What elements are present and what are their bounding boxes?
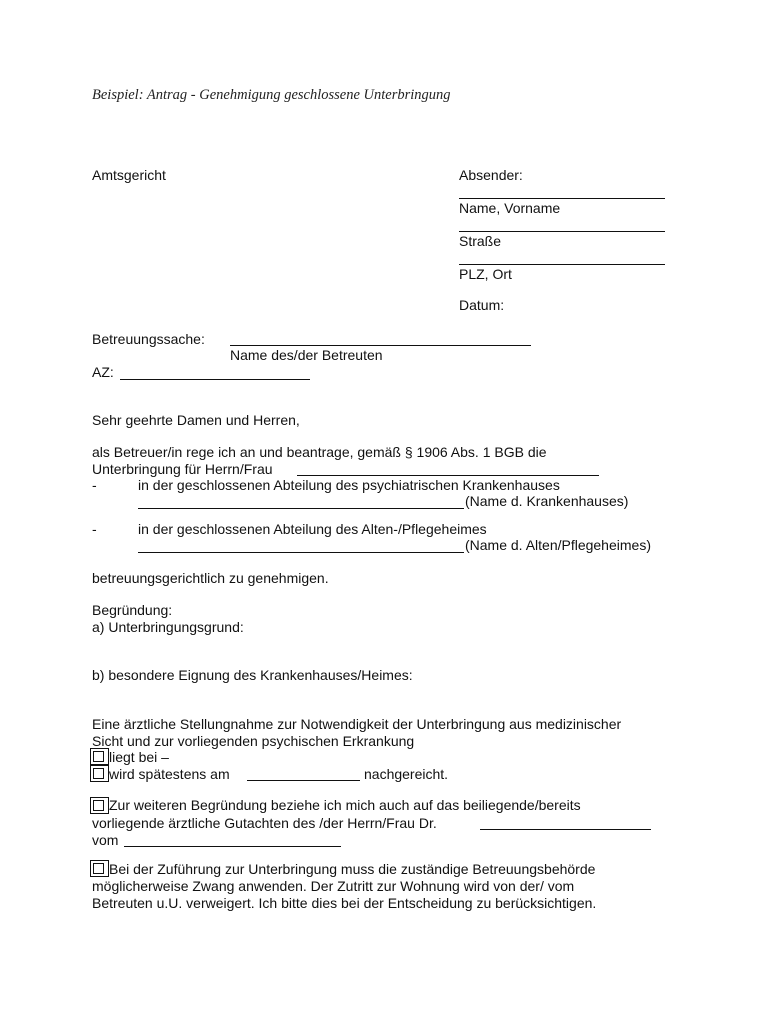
document-title: Beispiel: Antrag - Genehmigung geschlossene Unterbringung	[92, 87, 451, 103]
checkbox-expert-opinion[interactable]	[93, 800, 104, 811]
reason-b: b) besondere Eignung des Krankenhauses/Heimes:	[92, 667, 413, 683]
reasons-heading: Begründung:	[92, 602, 173, 618]
option2-caption: (Name d. Alten/Pflegeheimes)	[465, 537, 651, 553]
medical-line-2: Sicht und zur vorliegenden psychischen Erkrankung	[92, 733, 415, 749]
check-submitted-later-suffix: nachgereicht.	[364, 766, 449, 782]
body-closing: betreuungsgerichtlich zu genehmigen.	[92, 570, 329, 586]
expert-line-2: vorliegende ärztliche Gutachten des /der Herrn/Frau Dr.	[92, 815, 437, 831]
option1-text: in der geschlossenen Abteilung des psychiatrischen Krankenhauses	[138, 477, 560, 493]
checkbox-attached[interactable]	[93, 751, 104, 762]
az-label: AZ:	[92, 364, 114, 380]
sender-name-label: Name, Vorname	[459, 200, 561, 216]
person-name-line[interactable]	[297, 475, 599, 476]
force-line-3: Betreuten u.U. verweigert. Ich bitte dies bei der Entscheidung zu berücksichtigen.	[92, 895, 597, 911]
sender-street-label: Straße	[459, 233, 502, 249]
submission-date-line[interactable]	[247, 780, 360, 781]
case-name-line[interactable]	[230, 345, 531, 346]
force-line-1: Bei der Zuführung zur Unterbringung muss die zuständige Betreuungsbehörde	[109, 861, 596, 877]
sender-street-line[interactable]	[459, 231, 665, 232]
reason-a: a) Unterbringungsgrund:	[92, 619, 244, 635]
option1-dash: -	[92, 477, 97, 493]
checkbox-force[interactable]	[93, 863, 104, 874]
sender-name-line[interactable]	[459, 198, 665, 199]
sender-date-label: Datum:	[459, 297, 505, 313]
checkbox-submitted-later[interactable]	[93, 768, 104, 779]
sender-label: Absender:	[459, 167, 523, 183]
expert-date-line[interactable]	[124, 846, 341, 847]
option2-dash: -	[92, 521, 97, 537]
check-submitted-later-label: wird spätestens am	[109, 766, 230, 782]
expert-line-3: vom	[92, 832, 119, 848]
recipient: Amtsgericht	[92, 167, 166, 183]
hospital-name-line[interactable]	[138, 508, 464, 509]
doctor-name-line[interactable]	[480, 829, 651, 830]
care-home-name-line[interactable]	[138, 552, 464, 553]
sender-city-label: PLZ, Ort	[459, 266, 512, 282]
check-attached-label: liegt bei –	[109, 749, 169, 765]
option1-caption: (Name d. Krankenhauses)	[465, 493, 629, 509]
option2-text: in der geschlossenen Abteilung des Alten-/Pflegeheimes	[138, 521, 487, 537]
medical-line-1: Eine ärztliche Stellungnahme zur Notwendigkeit der Unterbringung aus medizinischer	[92, 716, 622, 732]
az-line[interactable]	[120, 379, 310, 380]
case-name-caption: Name des/der Betreuten	[230, 347, 383, 363]
body-line-2: Unterbringung für Herrn/Frau	[92, 461, 273, 477]
body-line-1: als Betreuer/in rege ich an und beantrage, gemäß § 1906 Abs. 1 BGB die	[92, 444, 547, 460]
force-line-2: möglicherweise Zwang anwenden. Der Zutritt zur Wohnung wird von der/ vom	[92, 878, 575, 894]
sender-city-line[interactable]	[459, 264, 665, 265]
case-label: Betreuungssache:	[92, 331, 205, 347]
salutation: Sehr geehrte Damen und Herren,	[92, 412, 300, 428]
expert-line-1: Zur weiteren Begründung beziehe ich mich auch auf das beiliegende/bereits	[109, 797, 581, 813]
